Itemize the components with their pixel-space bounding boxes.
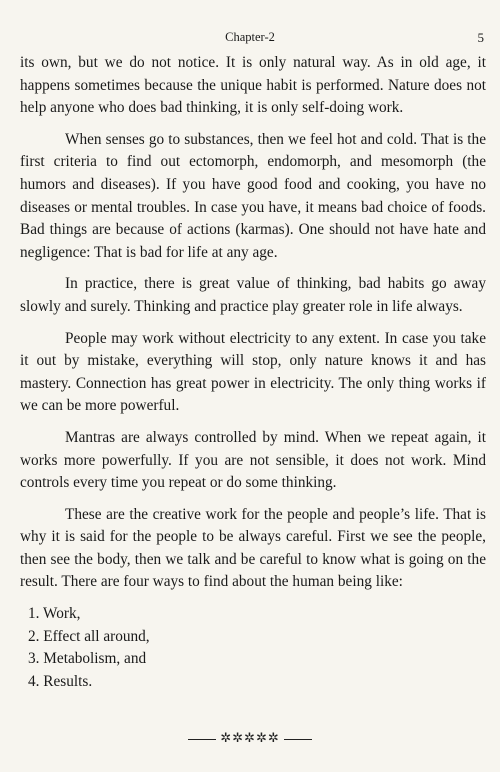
list-item: 1. Work, bbox=[28, 605, 81, 623]
page-header bbox=[0, 30, 500, 48]
list-item: 4. Results. bbox=[28, 672, 93, 690]
paragraph-mantras: Mantras are always controlled by mind. When we repeat again, it works more powerfully. If you are not sensible, it does not work. Mind controls every time you repeat or do some thinking. bbox=[20, 428, 486, 492]
ornament-rule-left bbox=[188, 739, 216, 740]
paragraph-practice: In practice, there is great value of thinking, bad habits go away slowly and surely. Thinking and practice play greater role in life always. bbox=[20, 275, 486, 315]
ornament-flourish: ✲✲✲✲✲ bbox=[220, 730, 280, 745]
paragraph-continued: its own, but we do not notice. It is only natural way. As in old age, it happens sometimes because the unique habit is performed. Nature does not help anyone who does bad thinking, it is only self-doing work. bbox=[20, 54, 486, 117]
list-item: 2. Effect all around, bbox=[28, 627, 150, 645]
list-item: 3. Metabolism, and bbox=[28, 650, 147, 668]
page-number: 5 bbox=[477, 30, 484, 45]
page-body bbox=[20, 52, 486, 693]
ornament-rule-right bbox=[284, 739, 312, 740]
paragraph-electricity: People may work without electricity to any extent. In case you take it out by mistake, everything will stop, only nature knows it and has mastery. Connection has great power in electricity. The only thing works if we can be more powerful. bbox=[20, 329, 486, 415]
ways-list bbox=[20, 603, 486, 693]
paragraph-senses: When senses go to substances, then we feel hot and cold. That is the first criteria to find out ectomorph, endomorph, and mesomorph (the humors and diseases). If you have good food and cooking, you have no diseases or mental troubles. In case you have, it means bad choice of foods. Bad things are because of actions (karmas). One should not have hate and negligence: That is bad for life at any age. bbox=[20, 130, 486, 261]
chapter-title: Chapter-2 bbox=[225, 30, 275, 44]
end-ornament bbox=[0, 730, 500, 746]
paragraph-creative-work: These are the creative work for the people and people’s life. That is why it is said for the people to be always careful. First we see the people, then see the body, then we talk and be careful to know what is going on the result. There are four ways to find about the human being like: bbox=[20, 505, 486, 591]
